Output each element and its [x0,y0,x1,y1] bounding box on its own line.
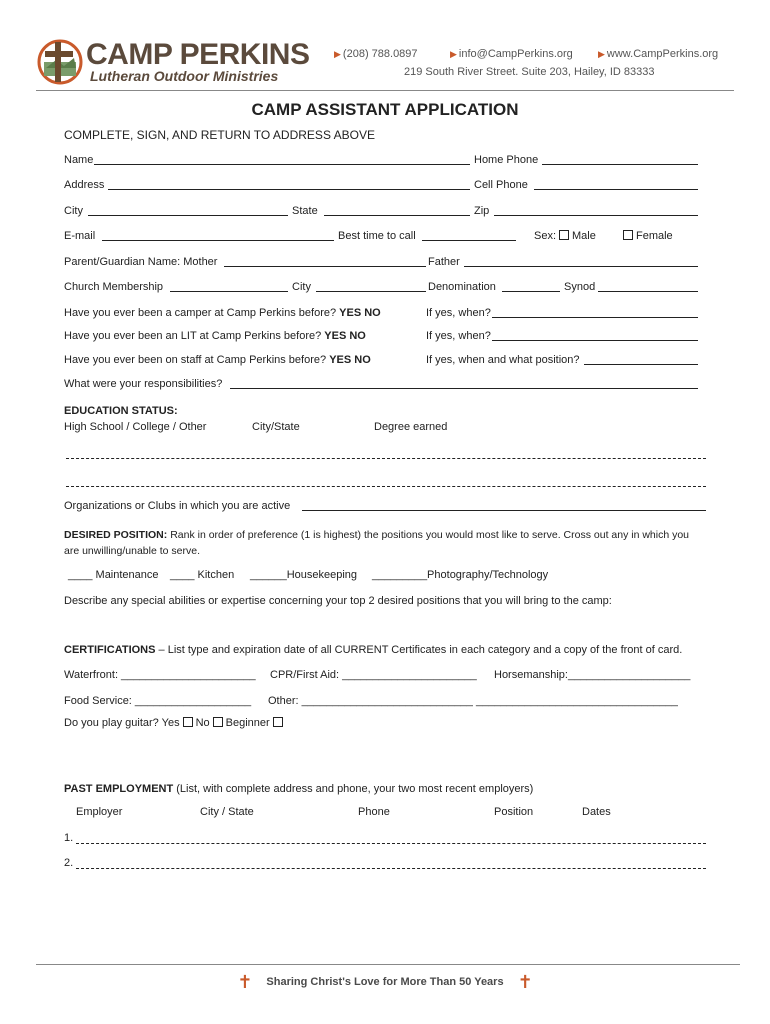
city-field[interactable] [88,215,288,216]
position-housekeeping[interactable]: ______Housekeeping [250,569,358,581]
lit-question: Have you ever been an LIT at Camp Perkins before? YES NO [64,330,366,342]
denomination-label: Denomination [428,281,496,293]
best-time-field[interactable] [422,240,516,241]
cell-phone-label: Cell Phone [474,179,528,191]
education-col-school: High School / College / Other [64,421,207,433]
footer-divider [36,964,740,965]
header-divider [36,90,734,91]
home-phone-label: Home Phone [474,154,539,166]
employment-row-2-label: 2. [64,857,74,869]
desired-position-text-2: are unwilling/unable to serve. [64,545,200,557]
brand-subtitle: Lutheran Outdoor Ministries [90,68,279,84]
employment-row-1[interactable] [76,843,706,844]
footer [0,972,770,993]
employment-col-phone: Phone [358,806,390,818]
church-field[interactable] [170,291,288,292]
certifications-text: CERTIFICATIONS – List type and expiration date of all CURRENT Certificates in each category and a copy of the front of card. [64,644,683,656]
responsibilities-label: What were your responsibilities? [64,378,223,390]
organizations-label: Organizations or Clubs in which you are active [64,500,291,512]
church-city-field[interactable] [316,291,426,292]
state-label: State [292,205,318,217]
camper-question: Have you ever been a camper at Camp Perkins before? YES NO [64,307,381,319]
education-col-degree: Degree earned [374,421,448,433]
education-col-city: City/State [252,421,300,433]
employment-row-1-label: 1. [64,832,74,844]
cross-icon: ✝ [517,972,533,992]
email-contact[interactable]: ▶ info@CampPerkins.org [450,48,573,60]
employment-col-dates: Dates [582,806,611,818]
lit-when-label: If yes, when? [426,330,491,342]
address-field[interactable] [108,189,470,190]
home-phone-field[interactable] [542,164,698,165]
mother-field[interactable] [224,266,426,267]
brand-name: CAMP PERKINS [86,38,310,71]
arrow-icon: ▶ [598,49,605,59]
guitar-yes-checkbox[interactable] [183,717,193,727]
footer-tagline: Sharing Christ's Love for More Than 50 Years [266,976,504,988]
lit-when-field[interactable] [492,340,698,341]
church-city-label: City [292,281,311,293]
position-photography[interactable]: _________Photography/Technology [372,569,549,581]
arrow-icon: ▶ [450,49,457,59]
guardian-label: Parent/Guardian Name: Mother [64,256,218,268]
staff-question: Have you ever been on staff at Camp Perkins before? YES NO [64,354,371,366]
best-time-label: Best time to call [338,230,416,242]
employment-col-employer: Employer [76,806,123,818]
state-field[interactable] [324,215,470,216]
education-line-1[interactable] [66,458,706,459]
church-label: Church Membership [64,281,164,293]
organizations-field[interactable] [302,510,706,511]
synod-field[interactable] [598,291,698,292]
other-cert-field[interactable]: Other: ____________________________ _________________________________ [268,695,678,707]
waterfront-field[interactable]: Waterfront: ______________________ [64,669,256,681]
cpr-field[interactable]: CPR/First Aid: ______________________ [270,669,477,681]
email-field[interactable] [102,240,334,241]
female-checkbox[interactable] [623,230,633,240]
denomination-field[interactable] [502,291,560,292]
employment-text: PAST EMPLOYMENT (List, with complete address and phone, your two most recent employers) [64,783,534,795]
mailing-address: 219 South River Street. Suite 203, Hailey, ID 83333 [404,66,655,78]
email-label: E-mail [64,230,96,242]
food-service-field[interactable]: Food Service: ___________________ [64,695,252,707]
female-option: Female [620,230,673,242]
camper-when-field[interactable] [492,317,698,318]
website-contact[interactable]: ▶ www.CampPerkins.org [598,48,719,60]
employment-col-position: Position [494,806,534,818]
zip-label: Zip [474,205,490,217]
camp-perkins-logo [36,38,84,86]
father-label: Father [428,256,460,268]
male-checkbox[interactable] [559,230,569,240]
arrow-icon: ▶ [334,49,341,59]
abilities-prompt: Describe any special abilities or expertise concerning your top 2 desired positions that you will bring to the camp: [64,595,612,607]
education-heading: EDUCATION STATUS: [64,405,178,417]
staff-when-label: If yes, when and what position? [426,354,580,366]
guitar-question: Do you play guitar? Yes No Beginner [64,717,286,729]
horsemanship-field[interactable]: Horsemanship:____________________ [494,669,691,681]
name-field[interactable] [94,164,470,165]
page-title: CAMP ASSISTANT APPLICATION [251,100,519,119]
city-label: City [64,205,83,217]
employment-col-city: City / State [200,806,254,818]
father-field[interactable] [464,266,698,267]
cell-phone-field[interactable] [534,189,698,190]
guitar-beginner-checkbox[interactable] [273,717,283,727]
position-maintenance[interactable]: ____ Maintenance [68,569,159,581]
cross-icon: ✝ [237,972,253,992]
instructions: COMPLETE, SIGN, AND RETURN TO ADDRESS ABOVE [64,128,375,142]
position-kitchen[interactable]: ____ Kitchen [170,569,235,581]
address-label: Address [64,179,105,191]
camper-when-label: If yes, when? [426,307,491,319]
name-label: Name [64,154,94,166]
staff-when-field[interactable] [584,364,698,365]
synod-label: Synod [564,281,596,293]
sex-label: Sex: Male [534,230,596,242]
phone-contact: ▶ (208) 788.0897 [334,48,418,60]
responsibilities-field[interactable] [230,388,698,389]
zip-field[interactable] [494,215,698,216]
employment-row-2[interactable] [76,868,706,869]
guitar-no-checkbox[interactable] [213,717,223,727]
desired-position-text: DESIRED POSITION: Rank in order of preference (1 is highest) the positions you would most like to serve. Cross out any in which you [64,529,690,541]
education-line-2[interactable] [66,486,706,487]
